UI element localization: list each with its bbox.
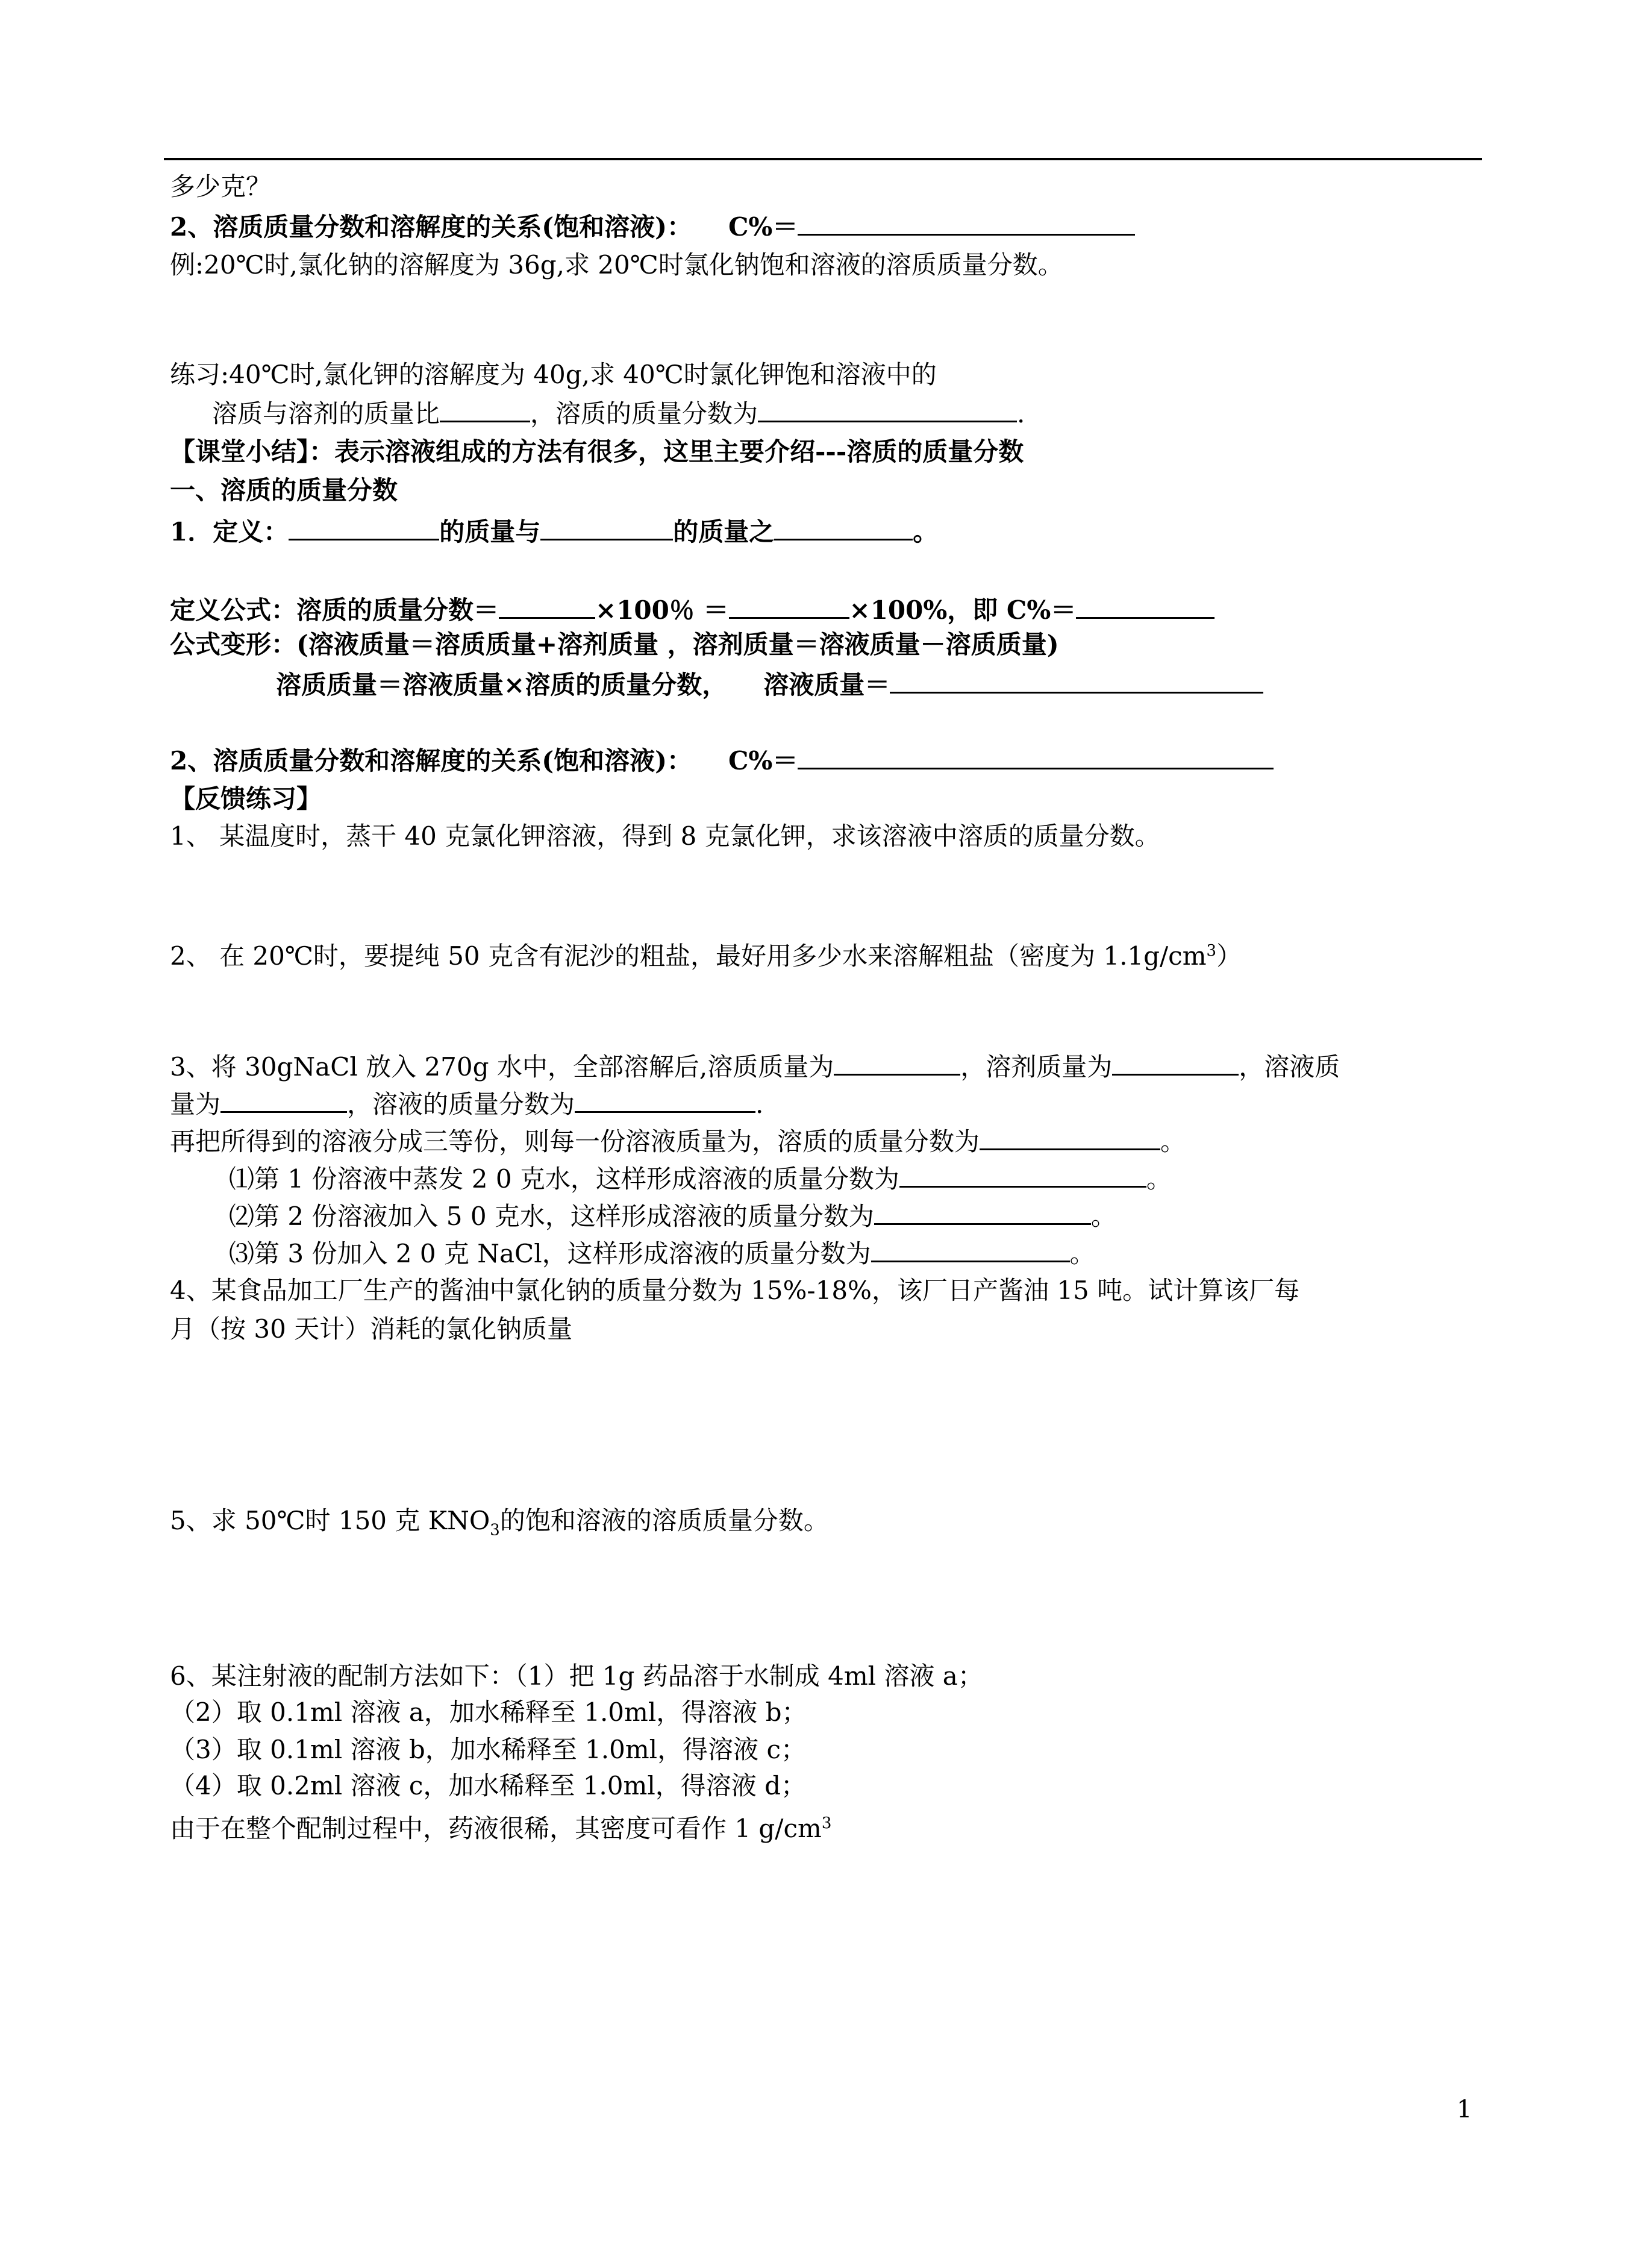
blank-line (289, 513, 439, 540)
blank-line (440, 395, 530, 422)
relation-heading-1: 2、溶质质量分数和溶解度的关系(饱和溶液)： C%＝ (170, 208, 1135, 245)
blank-line (890, 666, 1263, 694)
definition-line: 1．定义： 的质量与 的质量之 。 (170, 513, 938, 550)
blank-line (575, 1086, 755, 1113)
blank-line (1112, 1048, 1239, 1076)
question-6-line-2: （2）取 0.1ml 溶液 a，加水稀释至 1.0ml，得溶液 b； (170, 1697, 807, 1727)
question-4-line-1: 4、某食品加工厂生产的酱油中氯化钠的质量分数为 15%-18%，该厂日产酱油 15 吨。试计算该厂每 (170, 1276, 1300, 1305)
question-6-line-4: （4）取 0.2ml 溶液 c，加水稀释至 1.0ml，得溶液 d； (170, 1771, 806, 1800)
blank-line (798, 208, 1135, 236)
blank-line (1076, 592, 1215, 619)
blank-line (774, 513, 913, 540)
question-3-line-2: 量为 ，溶液的质量分数为 . (170, 1086, 763, 1123)
question-4-line-2: 月（按 30 天计）消耗的氯化钠质量 (170, 1314, 573, 1344)
question-3-line-3: 再把所得到的溶液分成三等份，则每一份溶液质量为，溶质的质量分数为 。 (170, 1123, 1186, 1160)
section-title: 一、溶质的质量分数 (170, 475, 398, 505)
blank-line (980, 1123, 1160, 1150)
question-3-sub-1: ⑴第 1 份溶液中蒸发 2 0 克水，这样形成溶液的质量分数为 。 (229, 1161, 1172, 1197)
formula-variant-1: 公式变形：(溶液质量＝溶质质量+溶剂质量 ，溶剂质量＝溶液质量－溶质质量) (170, 630, 1059, 659)
blank-line (499, 592, 595, 619)
feedback-heading: 【反馈练习】 (170, 784, 322, 813)
formula-variant-2: 溶质质量＝溶液质量×溶质的质量分数， 溶液质量＝ (276, 666, 1263, 703)
relation-heading-2: 2、溶质质量分数和溶解度的关系(饱和溶液)： C%＝ (170, 742, 1274, 779)
question-3-sub-3: ⑶第 3 份加入 2 0 克 NaCl，这样形成溶液的质量分数为 。 (229, 1235, 1095, 1272)
blank-line (220, 1086, 347, 1113)
question-2: 2、 在 20℃时，要提纯 50 克含有泥沙的粗盐，最好用多少水来溶解粗盐（密度为 $1.1g/cm^3$） (170, 941, 1242, 971)
question-3-line-1: 3、将 30gNaCl 放入 270g 水中，全部溶解后,溶质质量为 ，溶剂质量为 ，溶液质 (170, 1048, 1340, 1085)
blank-line (871, 1235, 1070, 1262)
practice-line-1: 练习:40℃时,氯化钾的溶解度为 40g,求 40℃时氯化钾饱和溶液中的 (170, 360, 937, 389)
blank-line (798, 742, 1274, 769)
blank-line (758, 395, 1017, 422)
question-3-sub-2: ⑵第 2 份溶液加入 5 0 克水，这样形成溶液的质量分数为 。 (229, 1198, 1116, 1235)
formula-line: 定义公式：溶质的质量分数＝ ×100％ ＝ ×100%，即 C%＝ (170, 592, 1215, 628)
blank-line (834, 1048, 960, 1076)
blank-line (874, 1198, 1091, 1225)
blank-line (899, 1161, 1146, 1188)
header-rule (164, 158, 1482, 160)
example-text: 例:20℃时,氯化钠的溶解度为 36g,求 20℃时氯化钠饱和溶液的溶质质量分数。 (170, 250, 1063, 280)
summary-heading: 【课堂小结】：表示溶液组成的方法有很多，这里主要介绍---溶质的质量分数 (170, 437, 1024, 466)
question-6-line-1: 6、某注射液的配制方法如下：（1）把 1g 药品溶于水制成 4ml 溶液 a； (170, 1661, 983, 1691)
question-1: 1、 某温度时，蒸干 40 克氯化钾溶液，得到 8 克氯化钾，求该溶液中溶质的质量分数。 (170, 821, 1160, 851)
question-continuation: 多少克？ (170, 172, 272, 201)
page-number: 1 (1457, 2096, 1472, 2123)
question-5: 5、求 50℃时 150 克 $KNO_3$的饱和溶液的溶质质量分数。 (170, 1506, 829, 1540)
blank-line (729, 592, 849, 619)
question-6-line-3: （3）取 0.1ml 溶液 b，加水稀释至 1.0ml，得溶液 c； (170, 1735, 806, 1764)
practice-line-2: 溶质与溶剂的质量比 ，溶质的质量分数为 . (212, 395, 1025, 432)
question-6-line-5: 由于在整个配制过程中，药液很稀，其密度可看作 1 $g/cm^3$ (170, 1814, 832, 1843)
blank-line (540, 513, 673, 540)
